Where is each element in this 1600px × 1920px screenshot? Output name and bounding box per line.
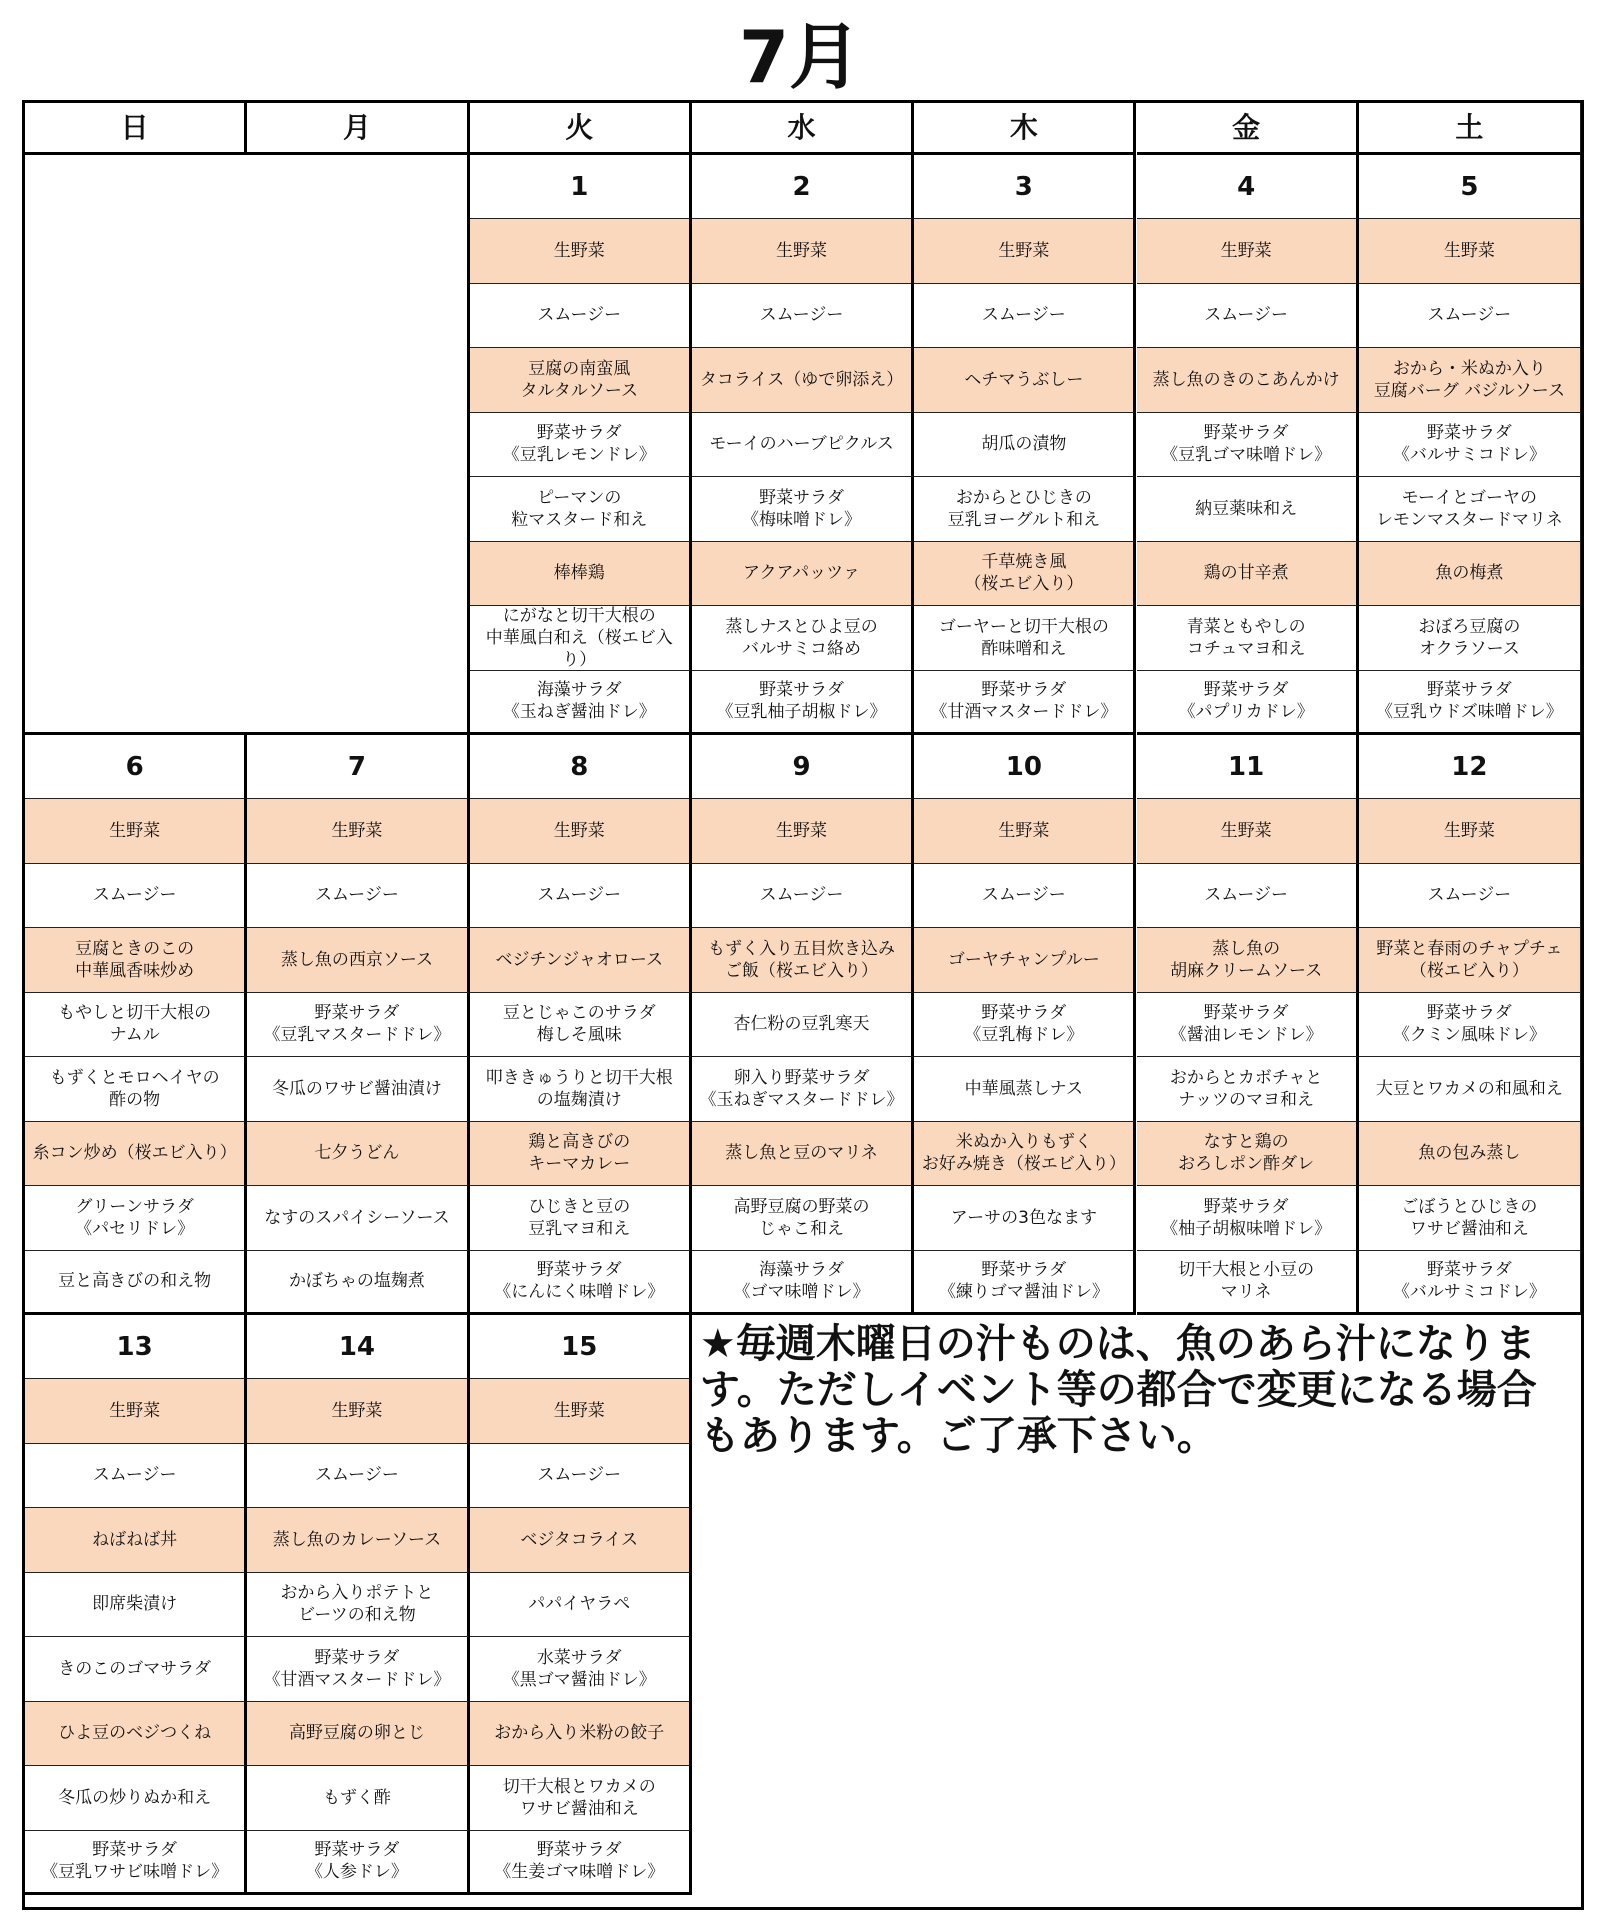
menu-item: 生野菜 — [25, 799, 247, 864]
menu-item: ヘチマうぶしー — [914, 348, 1136, 413]
menu-item: 野菜サラダ 《豆乳レモンドレ》 — [470, 413, 692, 478]
menu-item: にがなと切干大根の 中華風白和え（桜エビ入り） — [470, 606, 692, 671]
menu-item: 野菜サラダ 《バルサミコドレ》 — [1359, 1251, 1581, 1316]
day-date: 15 — [470, 1315, 692, 1379]
menu-item: 野菜サラダ 《豆乳ウドズ味噌ドレ》 — [1359, 671, 1581, 736]
menu-item: パパイヤラペ — [470, 1573, 692, 1638]
menu-item: スムージー — [692, 284, 914, 349]
menu-item: 生野菜 — [914, 219, 1136, 284]
menu-item: 野菜サラダ 《バルサミコドレ》 — [1359, 413, 1581, 478]
menu-item: 千草焼き風 （桜エビ入り） — [914, 542, 1136, 607]
menu-item: スムージー — [692, 864, 914, 929]
menu-item: 野菜サラダ 《豆乳梅ドレ》 — [914, 993, 1136, 1058]
menu-item: きのこのゴマサラダ — [25, 1637, 247, 1702]
menu-item: スムージー — [1137, 284, 1359, 349]
menu-item: 切干大根と小豆の マリネ — [1137, 1251, 1359, 1316]
day-date: 4 — [1137, 155, 1359, 219]
day-date: 3 — [914, 155, 1136, 219]
menu-item: 糸コン炒め（桜エビ入り） — [25, 1122, 247, 1187]
menu-item: 棒棒鶏 — [470, 542, 692, 607]
menu-item: 七夕うどん — [247, 1122, 469, 1187]
menu-item: なすと鶏の おろしポン酢ダレ — [1137, 1122, 1359, 1187]
menu-item: 高野豆腐の卵とじ — [247, 1702, 469, 1767]
menu-item: 生野菜 — [25, 1379, 247, 1444]
menu-item: スムージー — [1359, 864, 1581, 929]
menu-item: 切干大根とワカメの ワサビ醤油和え — [470, 1766, 692, 1831]
menu-item: 海藻サラダ 《ゴマ味噌ドレ》 — [692, 1251, 914, 1316]
menu-item: 生野菜 — [1137, 799, 1359, 864]
menu-item: ねばねば丼 — [25, 1508, 247, 1573]
menu-item: 即席柴漬け — [25, 1573, 247, 1638]
menu-item: 野菜サラダ 《パプリカドレ》 — [1137, 671, 1359, 736]
menu-item: 野菜サラダ 《豆乳柚子胡椒ドレ》 — [692, 671, 914, 736]
menu-item: ベジタコライス — [470, 1508, 692, 1573]
menu-item: 野菜サラダ 《人参ドレ》 — [247, 1831, 469, 1896]
menu-item: 野菜サラダ 《生姜ゴマ味噌ドレ》 — [470, 1831, 692, 1896]
menu-item: 生野菜 — [692, 799, 914, 864]
menu-item: 生野菜 — [1359, 799, 1581, 864]
day-date: 1 — [470, 155, 692, 219]
day-date: 12 — [1359, 735, 1581, 799]
menu-item: 生野菜 — [1137, 219, 1359, 284]
menu-item: おから入りポテトと ビーツの和え物 — [247, 1573, 469, 1638]
menu-item: 蒸しナスとひよ豆の バルサミコ絡め — [692, 606, 914, 671]
menu-item: 豆と高きびの和え物 — [25, 1251, 247, 1316]
menu-item: スムージー — [25, 1444, 247, 1509]
menu-item: おからとひじきの 豆乳ヨーグルト和え — [914, 477, 1136, 542]
empty-days-block — [25, 155, 470, 735]
menu-item: 蒸し魚と豆のマリネ — [692, 1122, 914, 1187]
menu-item: スムージー — [25, 864, 247, 929]
menu-item: 野菜サラダ 《クミン風味ドレ》 — [1359, 993, 1581, 1058]
menu-item: ベジチンジャオロース — [470, 928, 692, 993]
menu-item: スムージー — [470, 864, 692, 929]
menu-item: 卵入り野菜サラダ 《玉ねぎマスタードドレ》 — [692, 1057, 914, 1122]
menu-item: 豆とじゃこのサラダ 梅しそ風味 — [470, 993, 692, 1058]
weekday-header: 水 — [692, 103, 914, 155]
menu-item: 生野菜 — [470, 799, 692, 864]
menu-item: かぼちゃの塩麹煮 — [247, 1251, 469, 1316]
notice-text: ★毎週木曜日の汁ものは、魚のあら汁になります。ただしイベント等の都合で変更になる場合もあります。ご了承下さい。 — [699, 1321, 1537, 1459]
menu-item: 野菜サラダ 《練りゴマ醤油ドレ》 — [914, 1251, 1136, 1316]
menu-item: ゴーヤーと切干大根の 酢味噌和え — [914, 606, 1136, 671]
menu-item: モーイとゴーヤの レモンマスタードマリネ — [1359, 477, 1581, 542]
menu-item: 生野菜 — [1359, 219, 1581, 284]
day-date: 14 — [247, 1315, 469, 1379]
weekday-header: 木 — [914, 103, 1136, 155]
menu-item: 鶏の甘辛煮 — [1137, 542, 1359, 607]
menu-item: 野菜サラダ 《甘酒マスタードドレ》 — [247, 1637, 469, 1702]
menu-item: 納豆薬味和え — [1137, 477, 1359, 542]
menu-item: 野菜と春雨のチャプチェ （桜エビ入り） — [1359, 928, 1581, 993]
menu-item: 生野菜 — [247, 1379, 469, 1444]
menu-item: 高野豆腐の野菜の じゃこ和え — [692, 1186, 914, 1251]
menu-item: 杏仁粉の豆乳寒天 — [692, 993, 914, 1058]
menu-item: もずく入り五目炊き込み ご飯（桜エビ入り） — [692, 928, 914, 993]
menu-item: 冬瓜のワサビ醤油漬け — [247, 1057, 469, 1122]
menu-item: アーサの3色なます — [914, 1186, 1136, 1251]
menu-item: 胡瓜の漬物 — [914, 413, 1136, 478]
menu-item: 大豆とワカメの和風和え — [1359, 1057, 1581, 1122]
menu-item: 生野菜 — [914, 799, 1136, 864]
menu-item: 野菜サラダ 《柚子胡椒味噌ドレ》 — [1137, 1186, 1359, 1251]
menu-item: グリーンサラダ 《パセリドレ》 — [25, 1186, 247, 1251]
menu-item: 野菜サラダ 《豆乳ゴマ味噌ドレ》 — [1137, 413, 1359, 478]
menu-item: おからとカボチャと ナッツのマヨ和え — [1137, 1057, 1359, 1122]
menu-item: 野菜サラダ 《醤油レモンドレ》 — [1137, 993, 1359, 1058]
menu-item: 海藻サラダ 《玉ねぎ醤油ドレ》 — [470, 671, 692, 736]
menu-item: アクアパッツァ — [692, 542, 914, 607]
menu-item: 米ぬか入りもずく お好み焼き（桜エビ入り） — [914, 1122, 1136, 1187]
menu-item: スムージー — [1359, 284, 1581, 349]
weekday-header: 火 — [470, 103, 692, 155]
menu-item: スムージー — [247, 864, 469, 929]
day-date: 6 — [25, 735, 247, 799]
weekday-header: 金 — [1137, 103, 1359, 155]
menu-item: 野菜サラダ 《梅味噌ドレ》 — [692, 477, 914, 542]
weekday-header: 月 — [247, 103, 469, 155]
menu-item: ひじきと豆の 豆乳マヨ和え — [470, 1186, 692, 1251]
menu-item: 豆腐ときのこの 中華風香味炒め — [25, 928, 247, 993]
menu-item: ごぼうとひじきの ワサビ醤油和え — [1359, 1186, 1581, 1251]
menu-item: 野菜サラダ 《甘酒マスタードドレ》 — [914, 671, 1136, 736]
menu-item: 中華風蒸しナス — [914, 1057, 1136, 1122]
menu-item: 野菜サラダ 《にんにく味噌ドレ》 — [470, 1251, 692, 1316]
menu-item: 蒸し魚のきのこあんかけ — [1137, 348, 1359, 413]
menu-item: ピーマンの 粒マスタード和え — [470, 477, 692, 542]
menu-item: 蒸し魚のカレーソース — [247, 1508, 469, 1573]
page-title: 7月 — [738, 15, 862, 99]
day-date: 9 — [692, 735, 914, 799]
menu-item: ひよ豆のベジつくね — [25, 1702, 247, 1767]
day-date: 8 — [470, 735, 692, 799]
menu-item: 魚の梅煮 — [1359, 542, 1581, 607]
menu-item: 水菜サラダ 《黒ゴマ醤油ドレ》 — [470, 1637, 692, 1702]
menu-item: 鶏と高きびの キーマカレー — [470, 1122, 692, 1187]
day-date: 7 — [247, 735, 469, 799]
menu-item: モーイのハーブピクルス — [692, 413, 914, 478]
weekday-header: 土 — [1359, 103, 1581, 155]
menu-item: 魚の包み蒸し — [1359, 1122, 1581, 1187]
menu-item: スムージー — [247, 1444, 469, 1509]
menu-item: スムージー — [470, 1444, 692, 1509]
menu-item: 蒸し魚の西京ソース — [247, 928, 469, 993]
menu-item: スムージー — [914, 284, 1136, 349]
day-date: 2 — [692, 155, 914, 219]
menu-item: 青菜ともやしの コチュマヨ和え — [1137, 606, 1359, 671]
menu-item: 野菜サラダ 《豆乳ワサビ味噌ドレ》 — [25, 1831, 247, 1896]
menu-item: 蒸し魚の 胡麻クリームソース — [1137, 928, 1359, 993]
day-date: 5 — [1359, 155, 1581, 219]
weekday-header: 日 — [25, 103, 247, 155]
menu-item: スムージー — [914, 864, 1136, 929]
menu-item: 生野菜 — [247, 799, 469, 864]
day-date: 13 — [25, 1315, 247, 1379]
menu-item: スムージー — [470, 284, 692, 349]
menu-item: おから・米ぬか入り 豆腐バーグ バジルソース — [1359, 348, 1581, 413]
menu-item: 叩ききゅうりと切干大根 の塩麹漬け — [470, 1057, 692, 1122]
menu-item: タコライス（ゆで卵添え） — [692, 348, 914, 413]
menu-item: 生野菜 — [470, 1379, 692, 1444]
menu-item: 豆腐の南蛮風 タルタルソース — [470, 348, 692, 413]
menu-item: もやしと切干大根の ナムル — [25, 993, 247, 1058]
menu-item: おから入り米粉の餃子 — [470, 1702, 692, 1767]
menu-item: なすのスパイシーソース — [247, 1186, 469, 1251]
menu-item: 冬瓜の炒りぬか和え — [25, 1766, 247, 1831]
menu-item: もずくとモロヘイヤの 酢の物 — [25, 1057, 247, 1122]
menu-item: もずく酢 — [247, 1766, 469, 1831]
day-date: 11 — [1137, 735, 1359, 799]
menu-item: おぼろ豆腐の オクラソース — [1359, 606, 1581, 671]
menu-item: ゴーヤチャンプルー — [914, 928, 1136, 993]
menu-item: 生野菜 — [692, 219, 914, 284]
menu-item: スムージー — [1137, 864, 1359, 929]
day-date: 10 — [914, 735, 1136, 799]
menu-item: 野菜サラダ 《豆乳マスタードドレ》 — [247, 993, 469, 1058]
menu-calendar — [22, 100, 1584, 1910]
menu-item: 生野菜 — [470, 219, 692, 284]
